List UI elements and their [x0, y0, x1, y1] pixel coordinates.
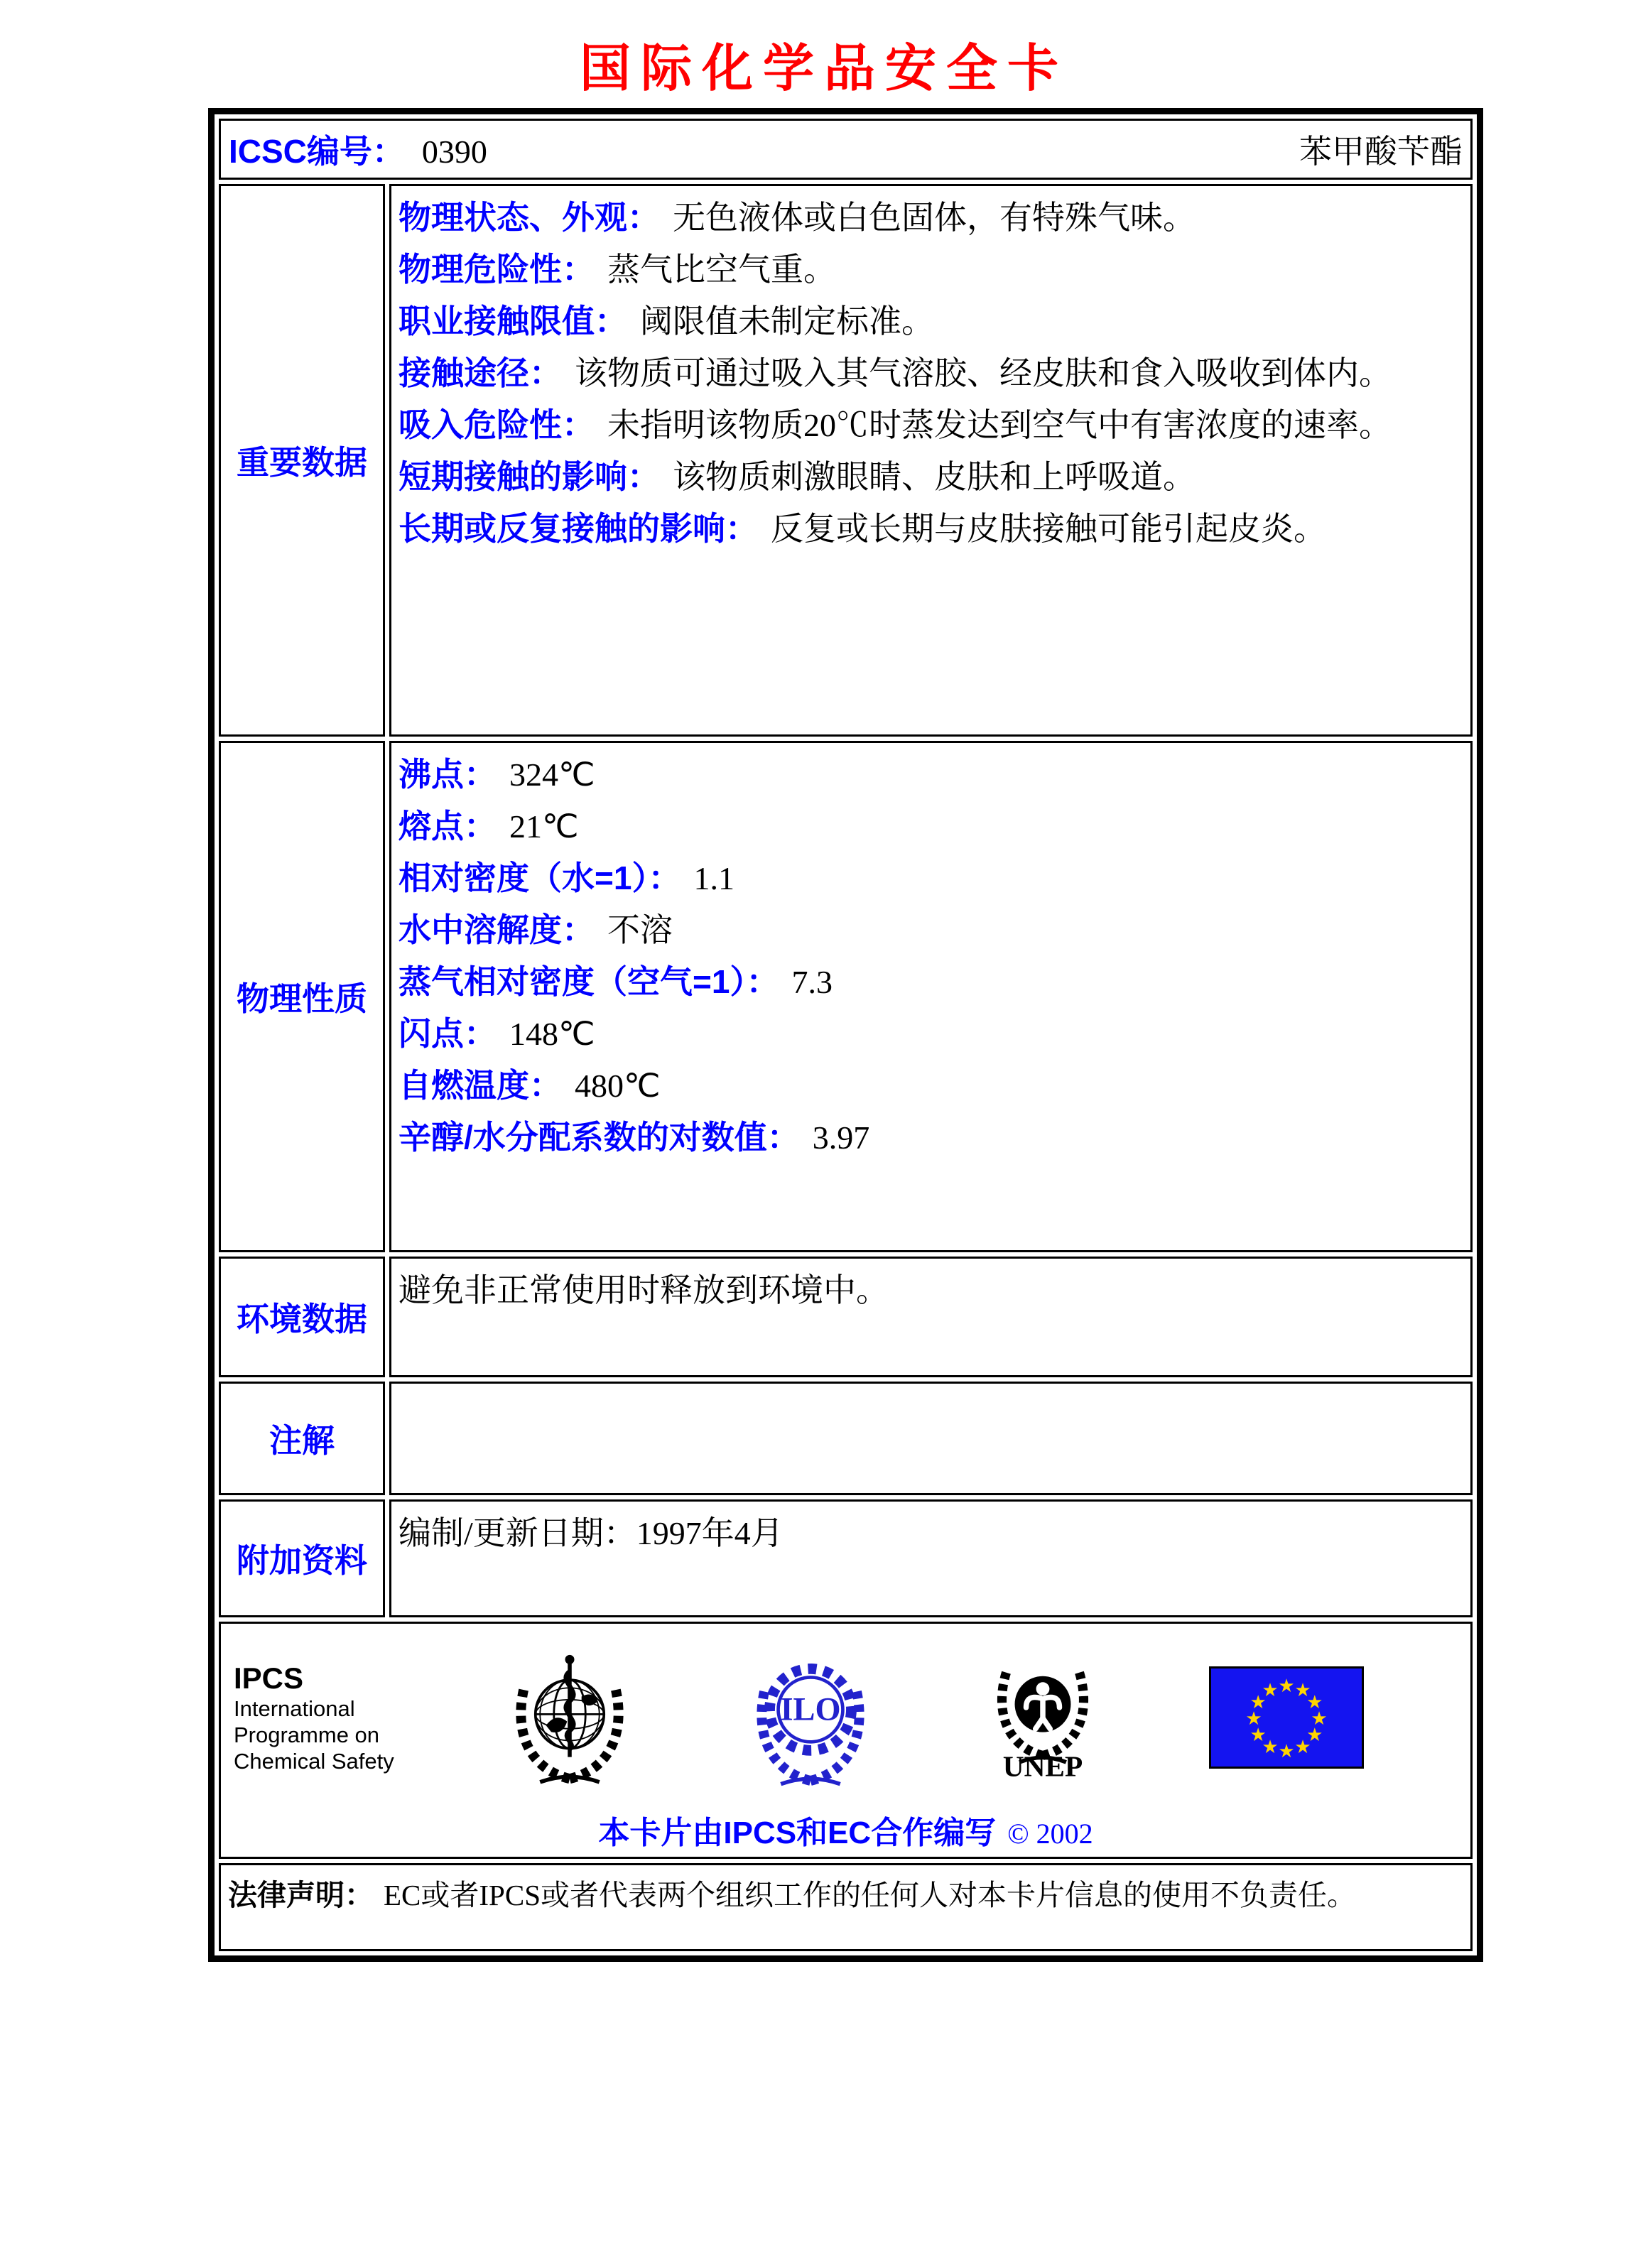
- section-label-environmental-data: 环境数据: [219, 1257, 385, 1377]
- field-line: 辛醇/水分配系数的对数值： 3.97: [399, 1119, 870, 1156]
- field-line: 接触途径： 该物质可通过吸入其气溶胶、经皮肤和食入吸收到体内。: [399, 354, 1392, 391]
- ilo-logo: [744, 1645, 877, 1790]
- chemical-name: 苯甲酸苄酯: [1299, 134, 1463, 170]
- svg-text:★: ★: [1245, 1708, 1262, 1730]
- field-line: 闪点： 148℃: [399, 1015, 595, 1052]
- ipcs-acronym: IPCS: [234, 1661, 304, 1695]
- physical-properties-content: [389, 741, 1473, 1252]
- icsc-number-value: 0390: [421, 134, 487, 170]
- copyright-text: © 2002: [1007, 1818, 1093, 1850]
- physical-properties-row: [219, 741, 1473, 1252]
- svg-text:★: ★: [1262, 1680, 1279, 1701]
- environmental-data-row: [219, 1257, 1473, 1377]
- svg-text:UNEP: UNEP: [1002, 1749, 1083, 1783]
- logos-row: [219, 1622, 1473, 1859]
- field-line: 物理危险性： 蒸气比空气重。: [399, 251, 836, 288]
- field-line: 沸点： 324℃: [399, 756, 595, 793]
- additional-info-content: [389, 1499, 1473, 1617]
- svg-text:ILO: ILO: [780, 1691, 841, 1728]
- environmental-data-content: [389, 1257, 1473, 1377]
- section-label-physical-properties: 物理性质: [219, 741, 385, 1252]
- legal-notice-text: EC或者IPCS或者代表两个组织工作的任何人对本卡片信息的使用不负责任。: [384, 1879, 1356, 1911]
- field-line: 熔点： 21℃: [399, 808, 579, 845]
- svg-text:★: ★: [1306, 1725, 1323, 1746]
- svg-text:★: ★: [1294, 1680, 1311, 1701]
- field-line: 短期接触的影响： 该物质刺激眼睛、皮肤和上呼吸道。: [399, 458, 1196, 495]
- svg-text:★: ★: [1278, 1741, 1295, 1762]
- additional-info-row: [219, 1499, 1473, 1617]
- header-row: [219, 119, 1473, 180]
- icsc-card: [208, 108, 1483, 1962]
- ipcs-text-block: IPCS International Programme on Chemical Safety: [234, 1661, 394, 1774]
- svg-text:★: ★: [1278, 1676, 1295, 1697]
- field-line: 自燃温度： 480℃: [399, 1067, 661, 1104]
- notes-row: [219, 1382, 1473, 1495]
- important-data-row: [219, 184, 1473, 737]
- icsc-number-label: ICSC编号：: [229, 133, 405, 170]
- who-logo: [504, 1645, 636, 1790]
- cooperation-caption: 本卡片由IPCS和EC合作编写 © 2002: [598, 1816, 1093, 1850]
- legal-notice-label: 法律声明：: [228, 1879, 374, 1911]
- legal-row: [219, 1863, 1473, 1951]
- icsc-number-group: [229, 126, 487, 173]
- field-line: 吸入危险性： 未指明该物质20℃时蒸发达到空气中有害浓度的速率。: [399, 406, 1392, 443]
- field-line: 长期或反复接触的影响： 反复或长期与皮肤接触可能引起皮炎。: [399, 510, 1326, 547]
- field-line: 相对密度（水=1）： 1.1: [399, 859, 734, 896]
- legal-notice: [228, 1875, 1463, 1915]
- important-data-content: [389, 184, 1473, 737]
- field-line: 物理状态、外观： 无色液体或白色固体，有特殊气味。: [399, 199, 1196, 236]
- environmental-data-text: 避免非正常使用时释放到环境中。: [399, 1272, 889, 1308]
- unep-logo: [986, 1641, 1100, 1794]
- page-title: 国际化学品安全卡: [579, 40, 1068, 97]
- eu-flag: [1209, 1666, 1364, 1769]
- svg-text:★: ★: [1249, 1725, 1267, 1746]
- svg-text:★: ★: [1306, 1692, 1323, 1713]
- svg-text:★: ★: [1311, 1708, 1328, 1730]
- svg-text:★: ★: [1262, 1736, 1279, 1758]
- svg-text:★: ★: [1249, 1692, 1267, 1713]
- field-line: 蒸气相对密度（空气=1）： 7.3: [399, 963, 833, 1000]
- additional-info-text: 编制/更新日期：1997年4月: [399, 1515, 784, 1551]
- section-label-additional-info: 附加资料: [219, 1499, 385, 1617]
- field-line: 水中溶解度： 不溶: [399, 911, 673, 948]
- section-label-important-data: 重要数据: [219, 184, 385, 737]
- section-label-notes: 注解: [219, 1382, 385, 1495]
- field-line: 职业接触限值： 阈限值未制定标准。: [399, 303, 934, 340]
- svg-text:★: ★: [1294, 1736, 1311, 1758]
- notes-content: [389, 1382, 1473, 1495]
